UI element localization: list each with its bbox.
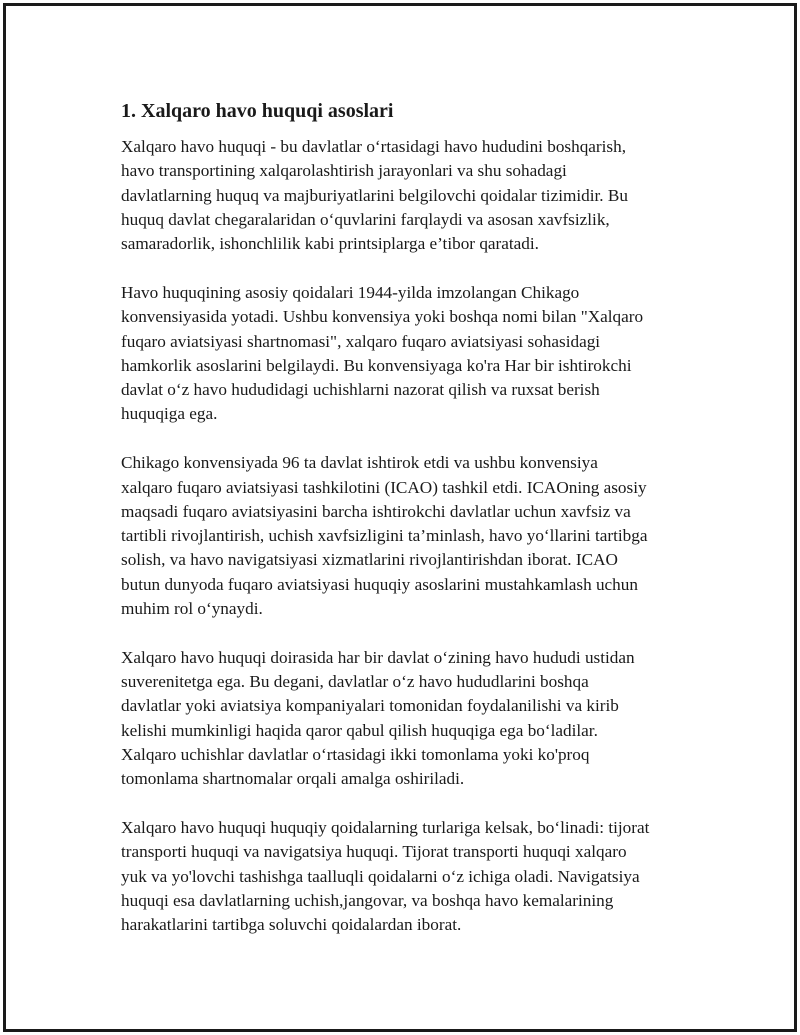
page-frame [3,3,797,1032]
text-line: xalqaro fuqaro aviatsiyasi tashkilotini (ICAO) tashkil etdi. ICAOning asosiy [121,477,647,497]
text-line: konvensiyasida yotadi. Ushbu konvensiya yoki boshqa nomi bilan "Xalqaro [121,307,644,327]
document-body [121,96,691,962]
text-line: Xalqaro havo huquqi huquqiy qoidalarning turlariga kelsak, bo‘linadi: tijorat [121,818,650,838]
text-line: samaradorlik, ishonchlilik kabi printsiplarga e’tibor qaratadi. [121,234,539,254]
paragraph-1 [121,135,691,256]
text-line: solish, va havo navigatsiyasi xizmatlarini rivojlantirishdan iborat. ICAO [121,550,618,570]
text-line: harakatlarini tartibga soluvchi qoidalardan iborat. [121,915,462,935]
text-line: tomonlama shartnomalar orqali amalga oshiriladi. [121,769,465,789]
text-line: davlat o‘z havo hududidagi uchishlarni nazorat qilish va ruxsat berish [121,380,600,400]
paragraph-5 [121,816,691,937]
text-line: Chikago konvensiyada 96 ta davlat ishtirok etdi va ushbu konvensiya [121,453,598,473]
text-line: kelishi mumkinligi haqida qaror qabul qilish huquqiga ega bo‘ladilar. [121,720,598,740]
text-line: huquq davlat chegaralaridan o‘quvlarini farqlaydi va asosan xavfsizlik, [121,209,610,229]
text-line: Xalqaro havo huquqi - bu davlatlar o‘rtasidagi havo hududini boshqarish, [121,137,627,156]
text-line: Xalqaro uchishlar davlatlar o‘rtasidagi ikki tomonlama yoki ko'proq [121,745,590,765]
text-line: Havo huquqining asosiy qoidalari 1944-yilda imzolangan Chikago [121,282,580,302]
text-line: yuk va yo'lovchi tashishga taalluqli qoidalarni o‘z ichiga oladi. Navigatsiya [121,866,640,886]
text-line: maqsadi fuqaro aviatsiyasini barcha ishtirokchi davlatlar uchun xavfsiz va [121,501,631,521]
text-line: davlatlar yoki aviatsiya kompaniyalari tomonidan foydalanilishi va kirib [121,696,619,716]
text-line: fuqaro aviatsiyasi shartnomasi", xalqaro fuqaro aviatsiyasi sohasidagi [121,331,601,351]
text-line: huquqi esa davlatlarning uchish,jangovar, va boshqa havo kemalarining [121,891,614,911]
text-line: huquqiga ega. [121,404,218,424]
paragraph-4 [121,646,691,792]
text-line: muhim rol o‘ynaydi. [121,599,263,619]
section-heading: 1. Xalqaro havo huquqi asoslari [121,100,394,122]
text-line: suverenitetga ega. Bu degani, davlatlar o‘z havo hududlarini boshqa [121,672,589,692]
text-line: havo transportining xalqarolashtirish jarayonlari va shu sohadagi [121,161,567,181]
text-line: hamkorlik asoslarini belgilaydi. Bu konvensiyaga ko'ra Har bir ishtirokchi [121,355,632,375]
paragraph-2 [121,281,691,427]
text-line: butun dunyoda fuqaro aviatsiyasi huquqiy asoslarini mustahkamlash uchun [121,574,638,594]
text-line: transporti huquqi va navigatsiya huquqi. Tijorat transporti huquqi xalqaro [121,842,627,862]
text-line: davlatlarning huquq va majburiyatlarini belgilovchi qoidalar tizimidir. Bu [121,185,628,205]
text-line: tartibli rivojlantirish, uchish xavfsizligini ta’minlash, havo yo‘llarini tartibga [121,526,648,546]
paragraph-3 [121,451,691,621]
text-line: Xalqaro havo huquqi doirasida har bir davlat o‘zining havo hududi ustidan [121,647,635,667]
